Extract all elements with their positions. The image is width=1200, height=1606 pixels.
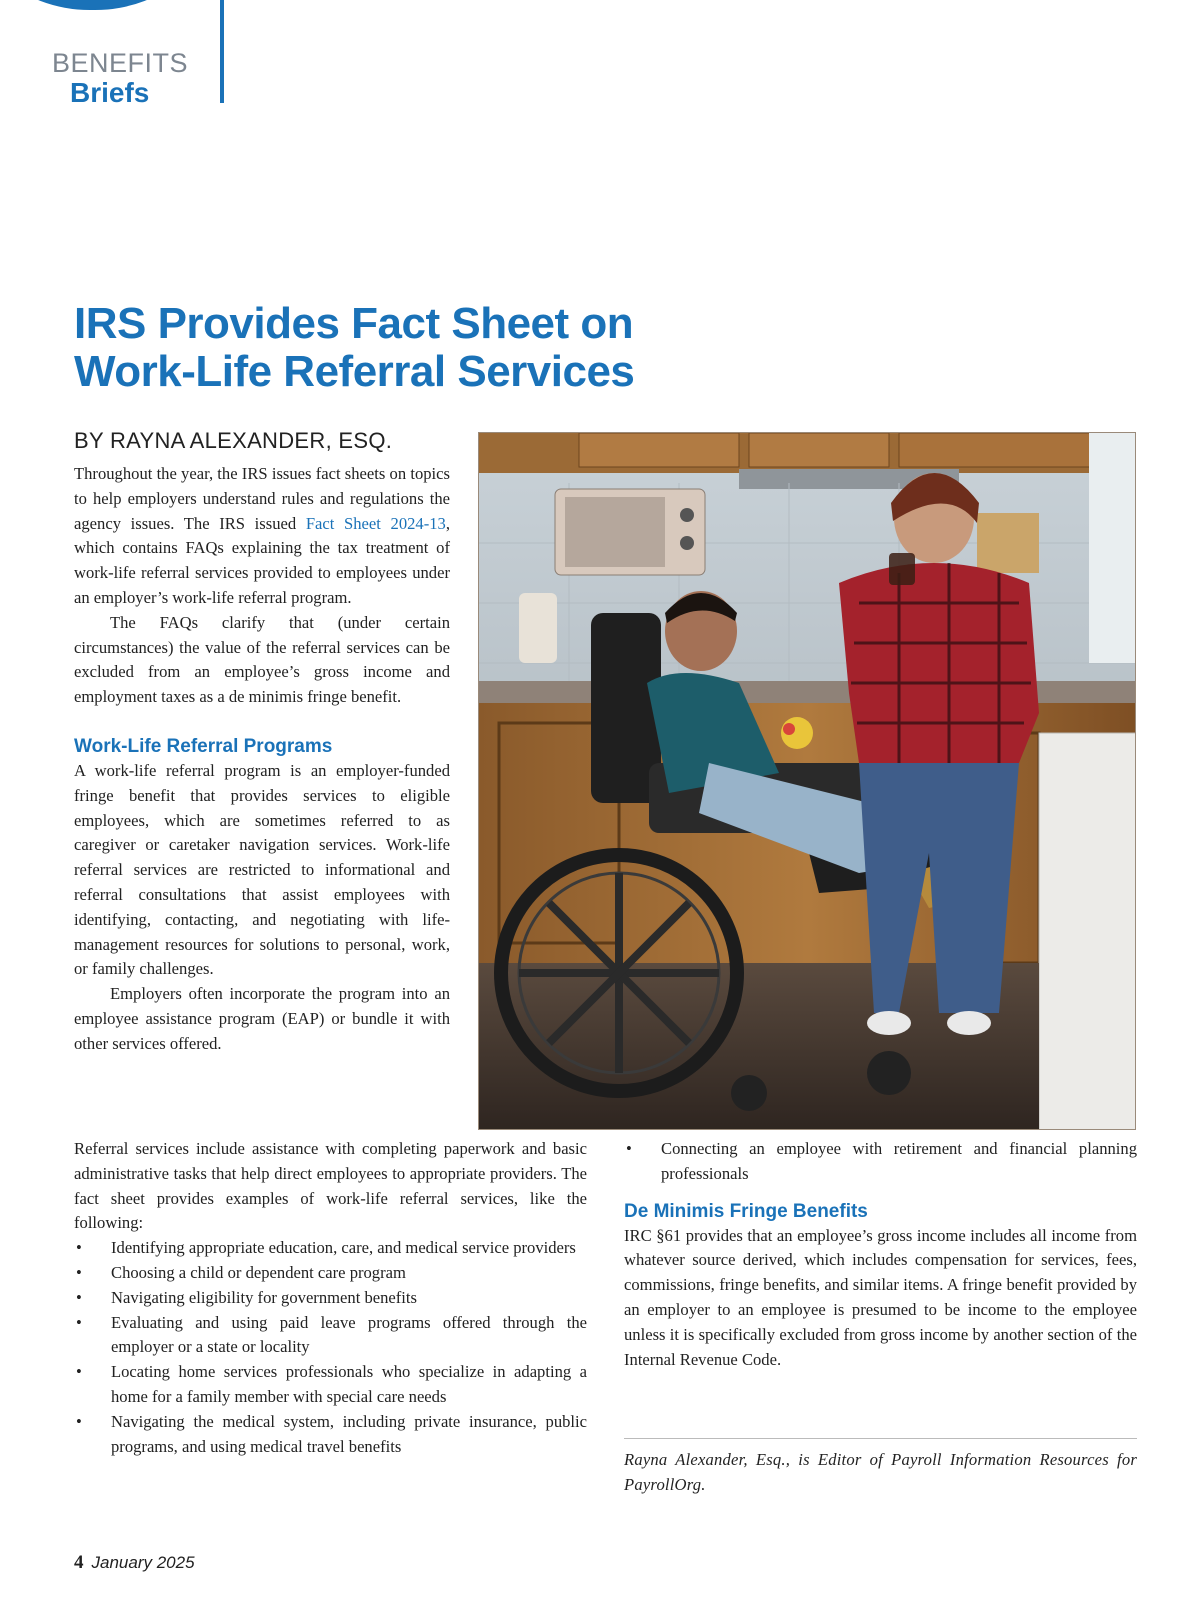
section-heading-work-life-referral: Work-Life Referral Programs [74,735,333,757]
left-column [74,462,450,1057]
lower-left-column [74,1137,587,1459]
article-title: IRS Provides Fact Sheet on Work-Life Referral Services [74,299,635,396]
issue-date: January 2025 [91,1553,195,1572]
page-footer [74,1552,195,1574]
right-column [624,1137,1137,1372]
section-heading-de-minimis: De Minimis Fringe Benefits [624,1200,868,1222]
bio-divider [624,1438,1137,1439]
section2-paragraph-1: IRC §61 provides that an employee’s gross income includes all income from whatever source derived, which includes compensation for services, fees, commissions, fringe benefits, and similar items. A fringe benefit provided by an employer to an employee is presumed to be income to the employee unless it is specifically excluded from gross income by another section of the Internal Revenue Code. [624,1225,1137,1369]
article-byline: BY RAYNA ALEXANDER, ESQ. [74,428,393,453]
section-label-benefits: BENEFITS [52,48,189,78]
page-number: 4 [74,1552,84,1573]
author-bio: Rayna Alexander, Esq., is Editor of Payroll Information Resources for PayrollOrg. [624,1450,1137,1494]
list-item: • Navigating eligibility for government benefits [74,1286,587,1311]
intro-paragraph-2: The FAQs clarify that (under certain circumstances) the value of the referral services can be excluded from an employee’s gross income and employment taxes as a de minimis fringe benefit. [74,612,450,707]
header-divider [220,0,224,103]
article-photo [478,432,1136,1130]
fact-sheet-link[interactable]: Fact Sheet 2024-13 [305,513,446,533]
list-item: • Connecting an employee with retirement and financial planning professionals [624,1137,1137,1187]
intro-paragraph-1: Throughout the year, the IRS issues fact sheets on topics to help employers understand rules and regulations the agency issues. The IRS issued Fact Sheet 2024-13, which contains FAQs explaining the tax treatment of work-life referral services provided to employees under an employer’s work-life referral program. [74,464,450,607]
list-item: • Navigating the medical system, including private insurance, public programs, and using medical travel benefits [74,1410,587,1460]
section1-paragraph-2a: Employers often incorporate the program into an employee assistance program (EAP) or bundle it with other services offered. [74,984,450,1053]
referral-services-list [74,1236,587,1459]
header-tab-graphic [0,0,225,10]
list-item: • Identifying appropriate education, care, and medical service providers [74,1236,587,1261]
referral-services-list-continued [624,1137,1137,1187]
list-item: • Locating home services professionals who specialize in adapting a home for a family member with special care needs [74,1360,587,1410]
list-item: • Evaluating and using paid leave programs offered through the employer or a state or locality [74,1311,587,1361]
section1-paragraph-1: A work-life referral program is an employer-funded fringe benefit that provides services to eligible employees, which are sometimes referred to as caregiver or caretaker navigation services. Work-life referral services are restricted to informational and referral consultations that assist employees with identifying, contacting, and negotiating with life-management resources for solutions to personal, work, or family challenges. [74,760,450,979]
list-item: • Choosing a child or dependent care program [74,1261,587,1286]
section-label-briefs: Briefs [70,77,150,108]
section1-paragraph-2b: Referral services include assistance with completing paperwork and basic administrative tasks that help direct employees to appropriate providers. The fact sheet provides examples of work-life referral services, like the following: [74,1139,587,1233]
